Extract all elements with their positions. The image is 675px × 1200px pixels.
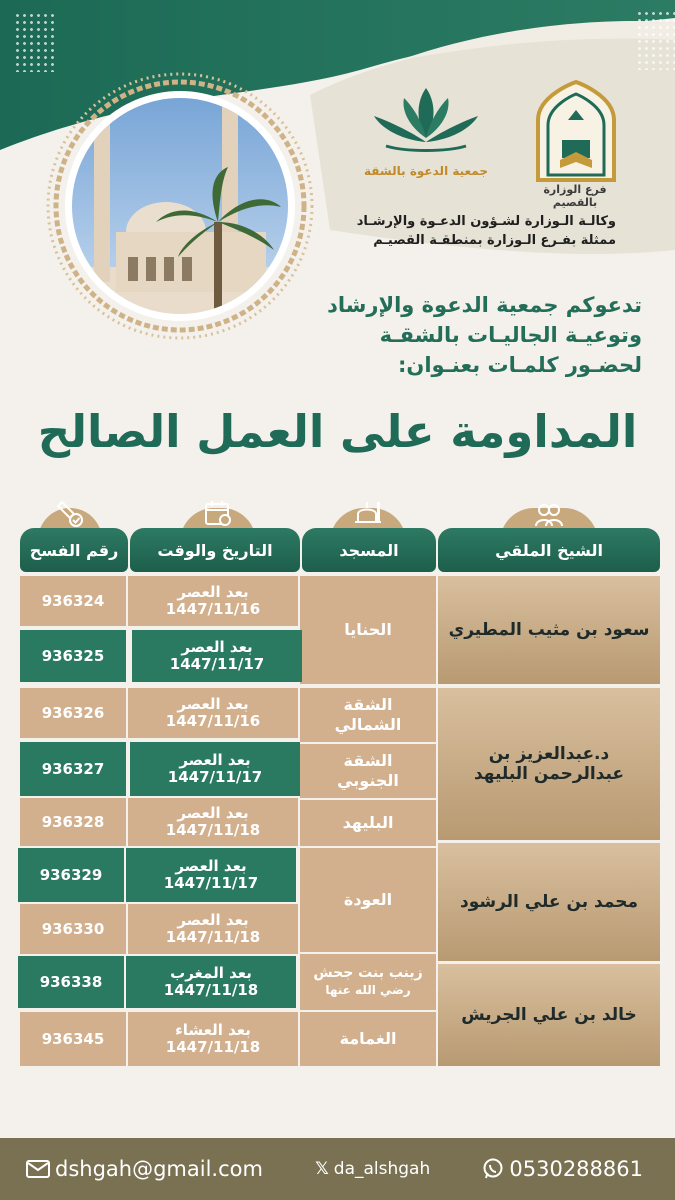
datetime-cell	[128, 798, 298, 846]
lecture-title: المداومة على العمل الصالح	[37, 405, 638, 458]
permit-number: 936328	[20, 798, 126, 846]
permit-number: 936327	[20, 742, 126, 796]
calendar-icon	[203, 498, 233, 528]
time-text: بعد العشاء	[175, 1021, 251, 1039]
phone-contact[interactable]	[482, 1157, 643, 1181]
invitation-line: تدعوكم جمعية الدعوة والإرشاد	[327, 293, 642, 317]
mosque-name: البليهد	[300, 800, 436, 846]
date-text: 1447/11/16	[165, 712, 261, 730]
time-text: بعد العصر	[181, 638, 253, 656]
permit-number: 936329	[18, 848, 124, 902]
time-text: بعد العصر	[177, 804, 249, 822]
datetime-cell	[126, 956, 296, 1008]
agency-line: وكالـة الـوزارة لشـؤون الدعـوة والإرشـاد	[356, 214, 616, 229]
mosque-name: الغمامة	[300, 1012, 436, 1066]
mosque-name: الشقة الشمالي	[300, 688, 436, 742]
email-contact[interactable]	[26, 1157, 263, 1181]
email-text: dshgah@gmail.com	[55, 1157, 263, 1181]
email-icon	[26, 1160, 50, 1178]
header-mosque: المسجد	[302, 528, 436, 572]
invitation-line: لحضـور كلمـات بعنـوان:	[398, 353, 642, 377]
time-text: بعد العصر	[177, 583, 249, 601]
time-text: بعد العصر	[175, 857, 247, 875]
permit-number: 936325	[20, 630, 126, 682]
mosque-name: الحنايا	[300, 576, 436, 684]
sheikh-name: محمد بن علي الرشود	[438, 843, 660, 961]
permit-number: 936338	[18, 956, 124, 1008]
association-logo	[356, 82, 496, 162]
time-text: بعد العصر	[177, 911, 249, 929]
datetime-cell	[128, 576, 298, 626]
datetime-cell	[128, 1012, 298, 1066]
date-text: 1447/11/17	[163, 874, 259, 892]
permit-number: 936330	[20, 904, 126, 954]
time-text: بعد العصر	[179, 751, 251, 769]
datetime-cell	[128, 688, 298, 738]
mosque-name: الشقة الجنوبي	[300, 744, 436, 798]
date-text: 1447/11/17	[167, 768, 263, 786]
phone-number: 0530288861	[509, 1157, 643, 1181]
permit-number: 936326	[20, 688, 126, 738]
social-contact[interactable]	[315, 1159, 430, 1179]
datetime-cell	[126, 848, 296, 902]
date-text: 1447/11/17	[169, 655, 265, 673]
ministry-caption: فرع الوزارة بالقصيم	[543, 183, 607, 209]
date-text: 1447/11/18	[165, 1038, 261, 1056]
invitation-line: وتوعيـة الجاليـات بالشقـة	[379, 323, 642, 347]
permit-number: 936345	[20, 1012, 126, 1066]
mosque-name: العودة	[300, 848, 436, 952]
sheikh-name: د.عبدالعزيز بن عبدالرحمن البليهد	[438, 688, 660, 840]
whatsapp-icon	[482, 1158, 504, 1180]
agency-line: ممثلة بفـرع الـوزارة بمنطقـة القصيـم	[373, 233, 616, 248]
mosque-photo	[46, 72, 314, 340]
mosque-icon	[352, 496, 382, 526]
agency-text	[320, 212, 616, 250]
date-text: 1447/11/18	[163, 981, 259, 999]
datetime-cell	[128, 904, 298, 954]
x-icon: 𝕏	[315, 1159, 329, 1179]
datetime-cell	[130, 742, 300, 796]
sheikh-name: خالد بن علي الجريش	[438, 964, 660, 1066]
dot-pattern	[636, 10, 675, 70]
contact-footer	[0, 1138, 675, 1200]
permit-icon	[56, 498, 86, 528]
time-text: بعد العصر	[177, 695, 249, 713]
invitation-text	[280, 290, 642, 380]
mosque-name: زينب بنت جحش رضي الله عنها	[300, 954, 436, 1010]
time-text: بعد المغرب	[170, 964, 252, 982]
permit-number: 936324	[20, 576, 126, 626]
sheikh-name: سعود بن مثيب المطيري	[438, 576, 660, 684]
header-sheikh: الشيخ الملقي	[438, 528, 660, 572]
association-name: جمعية الدعوة بالشقة	[364, 164, 488, 178]
header-datetime: التاريخ والوقت	[130, 528, 300, 572]
date-text: 1447/11/18	[165, 928, 261, 946]
ministry-logo	[528, 80, 624, 198]
date-text: 1447/11/18	[165, 821, 261, 839]
dot-pattern	[14, 12, 54, 72]
date-text: 1447/11/16	[165, 600, 261, 618]
people-icon	[534, 500, 564, 530]
header-permit: رقم الفسح	[20, 528, 128, 572]
datetime-cell	[132, 630, 302, 682]
social-handle: da_alshgah	[333, 1159, 431, 1179]
